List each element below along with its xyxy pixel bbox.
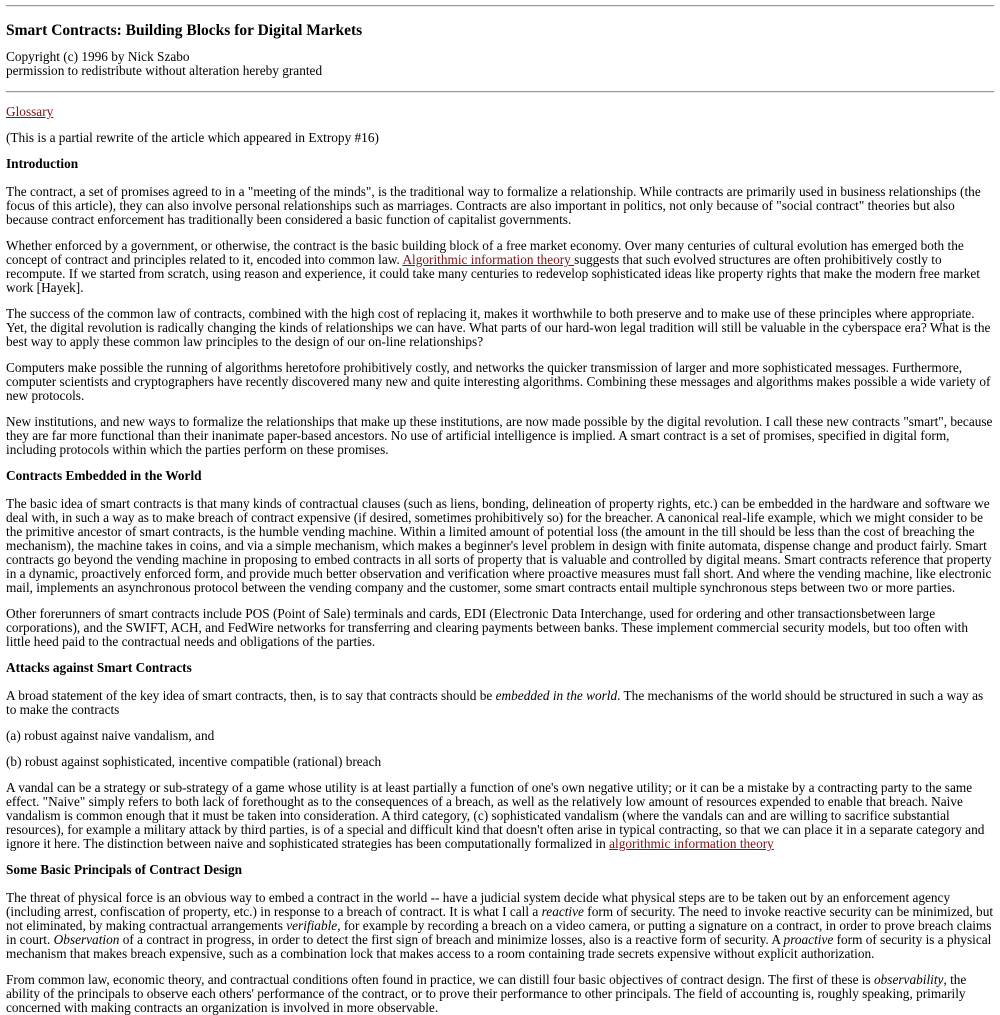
attacks-item-b: (b) robust against sophisticated, incentive compatible (rational) breach xyxy=(6,754,382,769)
emphasis-verifiable: verifiable xyxy=(286,918,338,933)
emphasis-observability: observability xyxy=(874,972,944,987)
text-span: . The mechanisms of the world should be structured in such a way as to make the contracts xyxy=(6,688,984,717)
emphasis-embedded-in-the-world: embedded in the world xyxy=(495,688,618,703)
embedded-paragraph-1: The basic idea of smart contracts is that many kinds of contractual clauses (such as liens, bonding, delineation of property rights, etc.) can be embedded in the hardware and software we deal with, in such a way as to make breach of contract expensive (if desired, sometimes prohibitively so) for the breacher. A canonical real-life example, which we might consider to be the primitive ancestor of smart contracts, is the humble vending machine. Within a limited amount of potential loss (the amount in the till should be less than the cost of breaching the mechanism), the machine takes in coins, and via a simple mechanism, which makes a beginner's level problem in design with finite automata, dispense change and product fairly. Smart contracts go beyond the vending machine in proposing to embed contracts in all sorts of property that is valuable and controlled by digital means. Smart contracts reference that property in a dynamic, proactively enforced form, and provide much better observation and verification where proactive measures must fall short. And where the vending machine, like electronic mail, implements an asynchronous protocol between the vending company and the customer, some smart contracts entail multiple synchronous steps between two or more parties. xyxy=(6,496,992,595)
emphasis-observation: Observation xyxy=(53,932,120,947)
algorithmic-information-theory-link[interactable]: Algorithmic information theory xyxy=(402,252,575,267)
text-span: From common law, economic theory, and contractual conditions often found in practice, we can distill four basic objectives of contract design. The first of these is xyxy=(6,972,874,987)
glossary-paragraph xyxy=(6,105,994,119)
article-note: (This is a partial rewrite of the article which appeared in Extropy #16) xyxy=(6,130,379,145)
text-span: suggests that such evolved structures are often prohibitively costly to recompute. If we started from scratch, using reason and experience, it could take many centuries to redevelop sophisticated ideas like property rights that make the modern free market work [Hayek]. xyxy=(6,252,981,295)
text-span: The threat of physical force is an obvious way to embed a contract in the world -- have a judicial system decide what physical steps are to be taken out by an enforcement agency (including arrest, confiscation of property, etc.) in response to a breach of contract. It is what I call a xyxy=(6,890,951,919)
embedded-paragraph-2: Other forerunners of smart contracts include POS (Point of Sale) terminals and cards, EDI (Electronic Data Interchange, used for ordering and other transactionsbetween large corporations), and the SWIFT, ACH, and FedWire networks for transferring and clearing payments between banks. These implement commercial security models, but too often with little heed paid to the contractual needs and obligations of the parties. xyxy=(6,606,968,649)
text-span: A vandal can be a strategy or sub-strategy of a game whose utility is at least partially a function of one's own negative utility; or it can be a mistake by a contracting party to the same effect. "Naive" simply refers to both lack of forethought as to the consequences of a breach, as well as the relatively low amount of resources expended to enable that breach. Naive vandalism is common enough that it must be taken into consideration. A third category, (c) sophisticated vandalism (where the vandals can and are willing to sacrifice substantial resources), for example a military attack by third parties, is of a special and difficult kind that doesn't often arise in typical contracting, so that we can place it in a separate category and ignore it here. The distinction between naive and sophisticated strategies has been computationally formalized in xyxy=(6,780,985,851)
copyright-line-2: permission to redistribute without alteration hereby granted xyxy=(6,63,323,78)
design-paragraph-1 xyxy=(6,891,994,961)
attacks-item-a: (a) robust against naive vandalism, and xyxy=(6,728,215,743)
text-span: , for example by recording a breach on a video camera, or putting a signature on a contract, in order to prove breach claims in court. xyxy=(6,918,992,947)
heading-contract-design: Some Basic Principals of Contract Design xyxy=(6,862,243,877)
top-divider xyxy=(6,5,994,7)
heading-contracts-embedded: Contracts Embedded in the World xyxy=(6,468,202,483)
page-title: Smart Contracts: Building Blocks for Digital Markets xyxy=(6,22,363,39)
design-paragraph-2 xyxy=(6,973,994,1015)
glossary-link[interactable]: Glossary xyxy=(6,104,54,119)
document xyxy=(0,5,1000,1015)
text-span: Whether enforced by a government, or otherwise, the contract is the basic building block of a free market economy. Over many centuries of cultural evolution has emerged both the concept of contract and principles related to it, encoded into common law. xyxy=(6,238,964,267)
heading-introduction: Introduction xyxy=(6,156,79,171)
copyright-line-1: Copyright (c) 1996 by Nick Szabo xyxy=(6,49,190,64)
text-span: form of security is a physical mechanism that makes breach expensive, such as a combination lock that makes access to a room containing trade secrets expensive without explicit authorization. xyxy=(6,932,992,961)
intro-paragraph-1: The contract, a set of promises agreed to in a "meeting of the minds", is the traditional way to formalize a relationship. While contracts are primarily used in business relationships (the focus of this article), they can also involve personal relationships such as marriages. Contracts are also important in politics, not only because of "social contract" theories but also because contract enforcement has traditionally been considered a basic function of capitalist governments. xyxy=(6,184,981,227)
text-span: of a contract in progress, in order to detect the first sign of breach and minimize losses, also is a reactive form of security. A xyxy=(119,932,784,947)
intro-paragraph-3: The success of the common law of contracts, combined with the high cost of replacing it, makes it worthwhile to both preserve and to make use of these principles where appropriate. Yet, the digital revolution is radically changing the kinds of relationships we can have. What parts of our hard-won legal tradition will still be valuable in the cyberspace era? What is the best way to apply these common law principles to the design of our on-line relationships? xyxy=(6,306,991,349)
emphasis-reactive: reactive xyxy=(541,904,584,919)
header-divider xyxy=(6,91,994,93)
intro-paragraph-2 xyxy=(6,239,994,295)
attacks-paragraph-1 xyxy=(6,689,994,717)
intro-paragraph-5: New institutions, and new ways to formalize the relationships that make up these institutions, are now made possible by the digital revolution. I call these new contracts "smart", because they are far more functional than their inanimate paper-based ancestors. No use of artificial intelligence is implied. A smart contract is a set of promises, specified in digital form, including protocols within which the parties perform on these promises. xyxy=(6,414,993,457)
intro-paragraph-4: Computers make possible the running of algorithms heretofore prohibitively costly, and networks the quicker transmission of larger and more sophisticated messages. Furthermore, computer scientists and cryptographers have recently discovered many new and quite interesting algorithms. Combining these messages and algorithms makes possible a wide variety of new protocols. xyxy=(6,360,991,403)
algorithmic-information-theory-link-2[interactable]: algorithmic information theory xyxy=(609,836,774,851)
emphasis-proactive: proactive xyxy=(783,932,834,947)
text-span: form of security. The need to invoke reactive security can be minimized, but not eliminated, by making contractual arrangements xyxy=(6,904,994,933)
text-span: A broad statement of the key idea of smart contracts, then, is to say that contracts should be xyxy=(6,688,496,703)
heading-attacks: Attacks against Smart Contracts xyxy=(6,660,192,675)
attacks-paragraph-2 xyxy=(6,781,994,851)
text-span: , the ability of the principals to observe each others' performance of the contract, or to prove their performance to other principals. The field of accounting is, roughly speaking, primarily concerned with making contracts an organization is involved in more observable. xyxy=(6,972,967,1015)
copyright-notice xyxy=(6,50,994,78)
